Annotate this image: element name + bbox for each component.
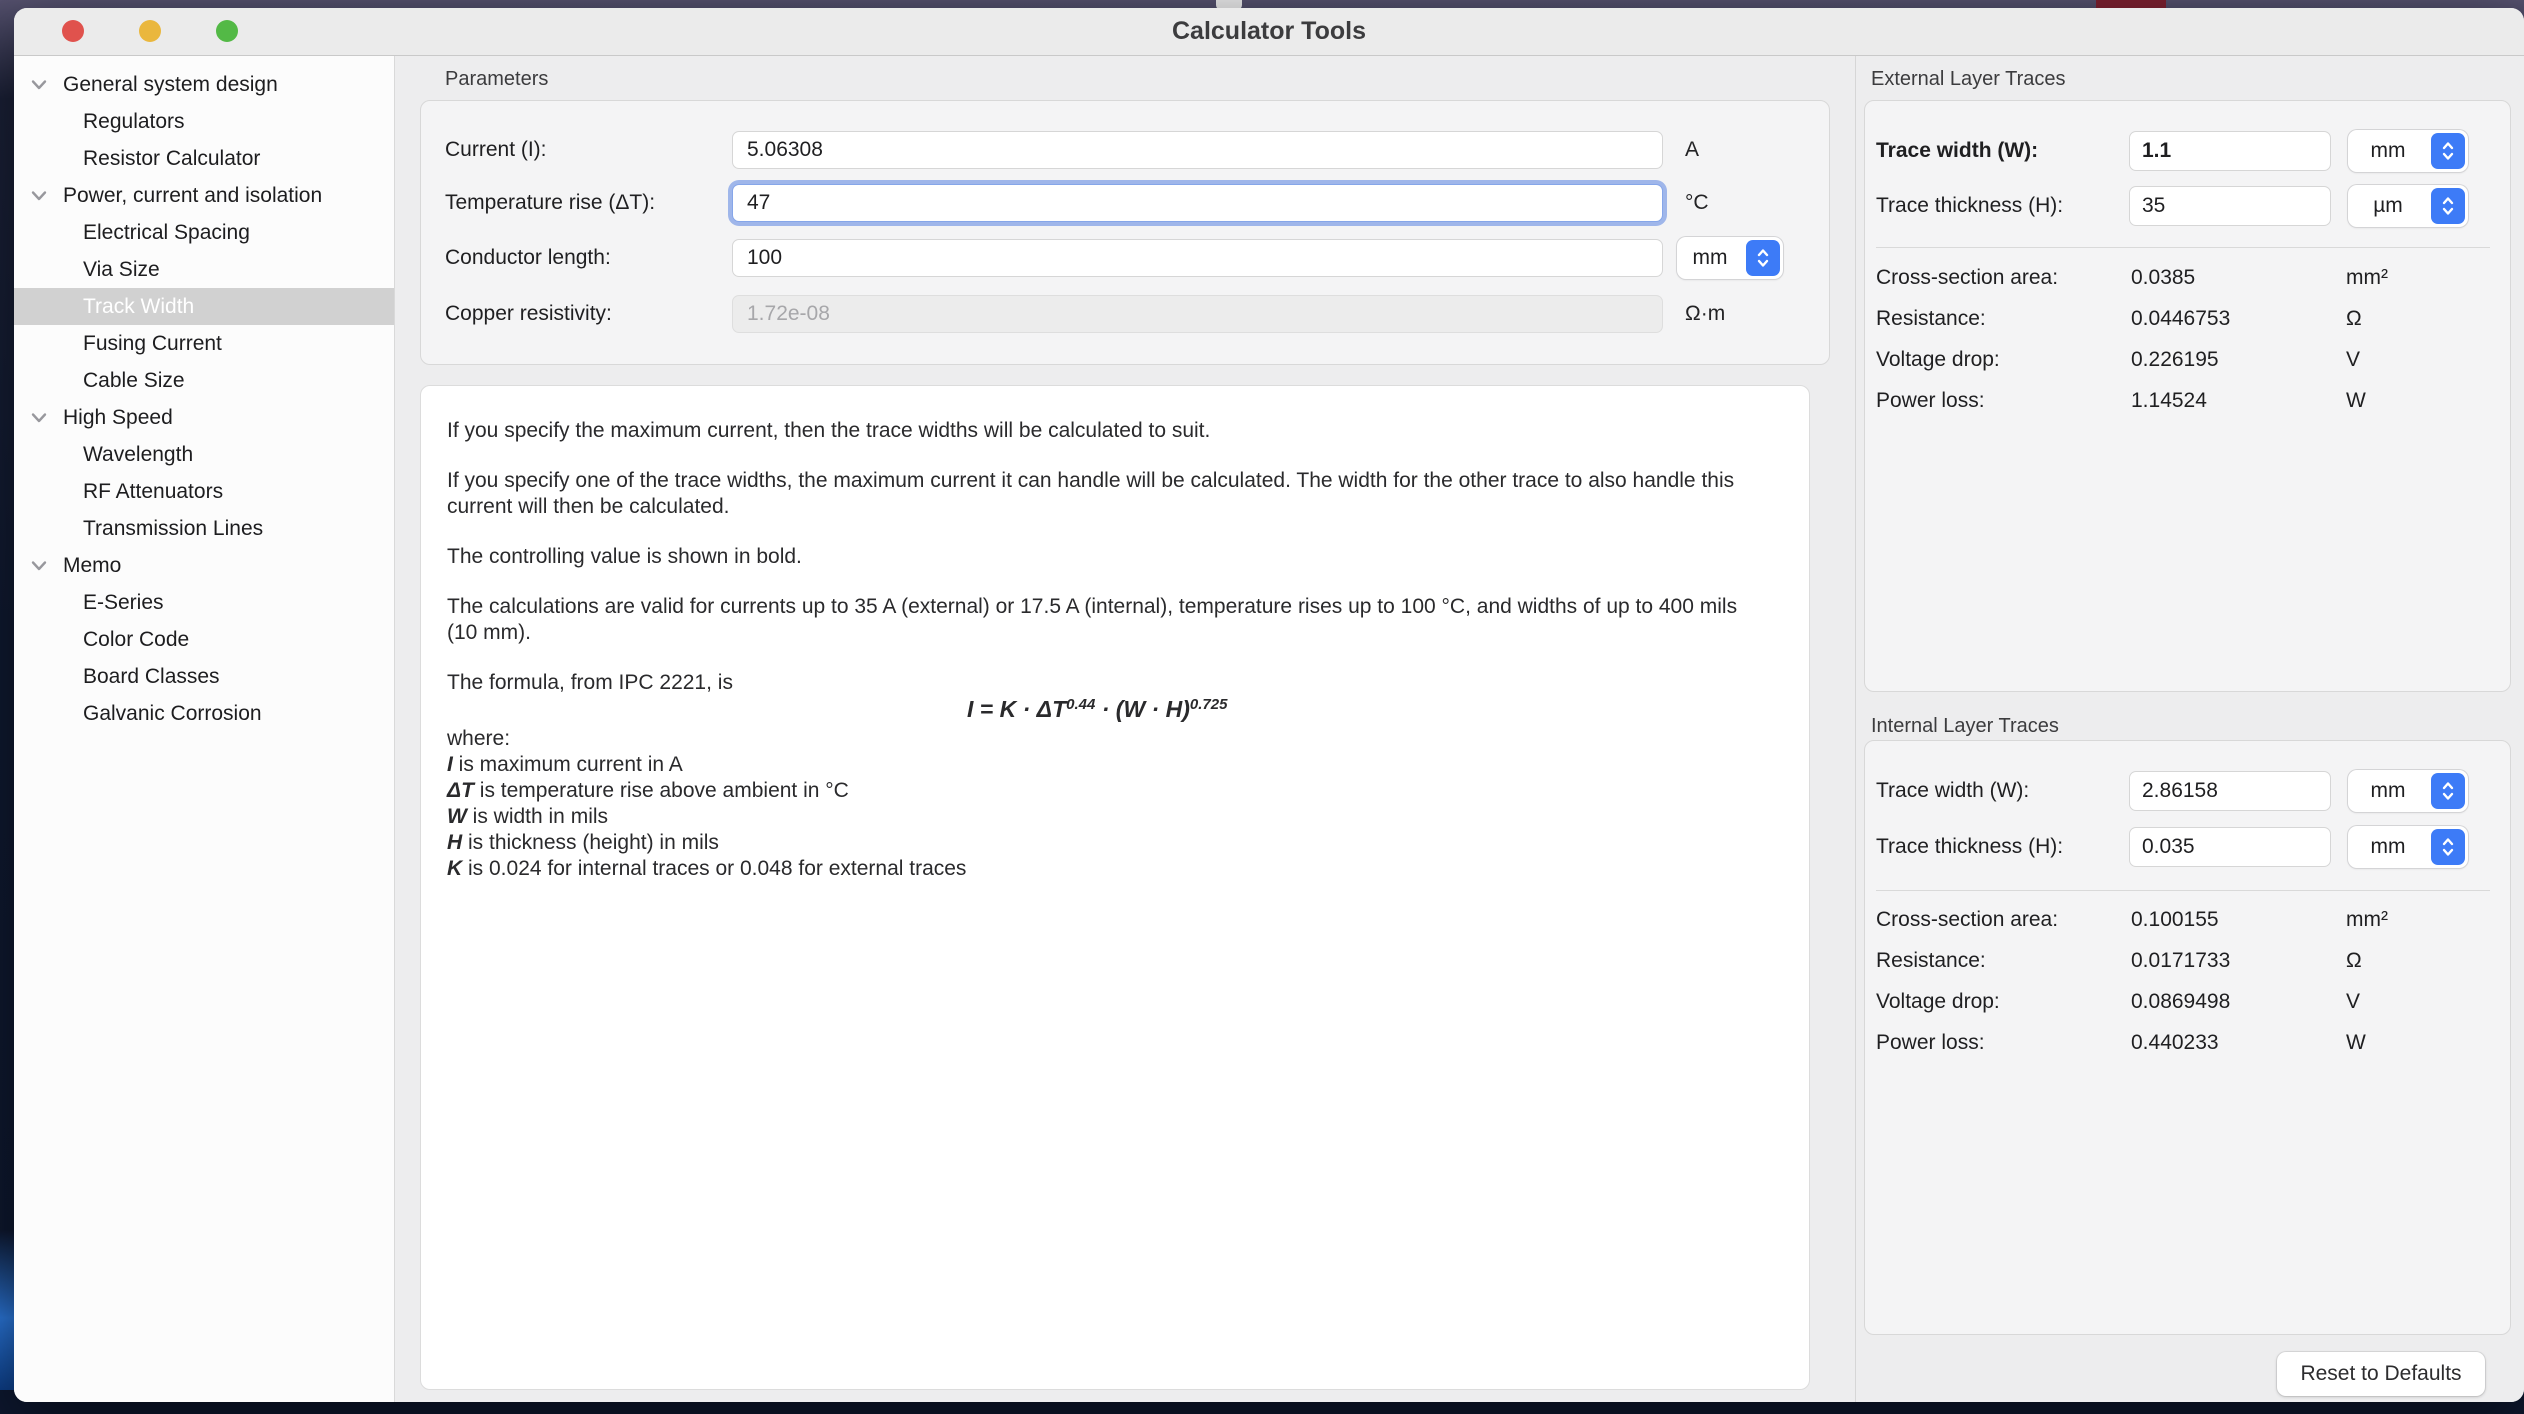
temperature-rise-unit: °C: [1685, 191, 1709, 214]
copper-resistivity-label: Copper resistivity:: [445, 302, 612, 325]
sidebar-item-label: Electrical Spacing: [83, 220, 250, 244]
sidebar-item-label: Transmission Lines: [83, 516, 264, 540]
sidebar-item[interactable]: [14, 584, 394, 621]
sidebar-item[interactable]: [14, 177, 394, 214]
stepper-up-down-icon[interactable]: [1746, 240, 1780, 276]
formula-legend-line: H is thickness (height) in mils: [447, 831, 719, 854]
track-width-main-panel: [395, 56, 1855, 1402]
stepper-up-down-icon[interactable]: [2431, 188, 2465, 224]
help-paragraph: The controlling value is shown in bold.: [447, 545, 802, 568]
sidebar-item[interactable]: [14, 66, 394, 103]
temperature-rise-label: Temperature rise (ΔT):: [445, 191, 656, 214]
result-row: Power loss: 1.14524 W: [1876, 388, 2366, 412]
desktop-wallpaper-accent: [2096, 0, 2166, 8]
sidebar-item[interactable]: [14, 547, 394, 584]
sidebar-item[interactable]: [14, 325, 394, 362]
conductor-length-input[interactable]: [732, 239, 1663, 277]
sidebar-item[interactable]: [14, 103, 394, 140]
result-row: Power loss: 0.440233 W: [1876, 1030, 2366, 1054]
sidebar-item[interactable]: [14, 621, 394, 658]
conductor-length-unit-select[interactable]: [1677, 237, 1783, 279]
external-trace-width-input[interactable]: [2129, 131, 2331, 171]
zoom-button[interactable]: [216, 20, 238, 42]
copper-resistivity-input[interactable]: [732, 295, 1663, 333]
internal-trace-thickness-label: Trace thickness (H):: [1876, 835, 2064, 858]
copper-resistivity-unit: Ω·m: [1685, 302, 1726, 325]
result-row: Voltage drop: 0.0869498 V: [1876, 989, 2361, 1013]
chevron-down-icon[interactable]: [29, 190, 49, 202]
sidebar-item[interactable]: [14, 251, 394, 288]
temperature-rise-row: [445, 184, 1709, 222]
formula-legend-line: ΔT is temperature rise above ambient in °C: [447, 779, 849, 802]
result-row: Cross-section area: 0.100155 mm²: [1876, 907, 2388, 931]
divider: [1876, 890, 2490, 891]
formula-legend-line: K is 0.024 for internal traces or 0.048 for external traces: [447, 857, 967, 880]
sidebar-item[interactable]: [14, 288, 394, 325]
copper-resistivity-row: [445, 295, 1725, 333]
results-panel: [1855, 56, 2524, 1402]
external-trace-width-unit-select[interactable]: mm: [2348, 130, 2468, 172]
sidebar-item-label: Via Size: [83, 257, 160, 281]
sidebar-item[interactable]: [14, 695, 394, 732]
sidebar-item-label: Color Code: [83, 627, 190, 651]
internal-trace-thickness-input[interactable]: [2129, 827, 2331, 867]
internal-trace-thickness-row: [1876, 826, 2468, 868]
sidebar-item-label: Fusing Current: [83, 331, 222, 355]
sidebar-item[interactable]: [14, 214, 394, 251]
help-paragraph: If you specify one of the trace widths, the maximum current it can handle will be calculated. The width for the other trace to also handle this current will then be calculated.: [447, 469, 1735, 518]
internal-trace-width-input[interactable]: [2129, 771, 2331, 811]
internal-trace-width-row: [1876, 770, 2468, 812]
sidebar-item-label: General system design: [63, 72, 278, 96]
stepper-up-down-icon[interactable]: [2431, 773, 2465, 809]
formula-intro: The formula, from IPC 2221, is: [447, 671, 733, 694]
sidebar-item-label: High Speed: [63, 405, 173, 429]
internal-trace-width-unit-select[interactable]: mm: [2348, 770, 2468, 812]
current-input[interactable]: [732, 131, 1663, 169]
desktop-wallpaper-accent: [0, 1230, 14, 1390]
internal-trace-thickness-unit-select[interactable]: mm: [2348, 826, 2468, 868]
result-row: Resistance: 0.0446753 Ω: [1876, 306, 2362, 330]
external-trace-thickness-row: [1876, 185, 2468, 227]
sidebar-item[interactable]: [14, 510, 394, 547]
internal-trace-width-label: Trace width (W):: [1876, 779, 2030, 802]
chevron-down-icon[interactable]: [29, 560, 49, 572]
sidebar-item[interactable]: [14, 362, 394, 399]
result-row: Voltage drop: 0.226195 V: [1876, 347, 2361, 371]
help-text-panel: [420, 385, 1810, 1390]
temperature-rise-input[interactable]: [732, 184, 1663, 222]
formula-legend: [447, 726, 1769, 882]
sidebar-item-label: RF Attenuators: [83, 479, 224, 503]
sidebar-item-label: Galvanic Corrosion: [83, 701, 262, 725]
calculator-tree-sidebar: [14, 56, 395, 1402]
external-trace-thickness-unit-select[interactable]: µm: [2348, 185, 2468, 227]
window-content: [14, 56, 2524, 1402]
sidebar-item-label: Resistor Calculator: [83, 146, 261, 170]
chevron-down-icon[interactable]: [29, 79, 49, 91]
external-traces-section-title: External Layer Traces: [1871, 68, 2066, 90]
stepper-up-down-icon[interactable]: [2431, 829, 2465, 865]
sidebar-item[interactable]: [14, 436, 394, 473]
internal-results: [1876, 899, 2490, 1063]
sidebar-item-label: E-Series: [83, 590, 164, 614]
parameters-section-title: Parameters: [445, 68, 549, 90]
minimize-button[interactable]: [139, 20, 161, 42]
current-label: Current (I):: [445, 138, 547, 161]
where-label: where:: [447, 727, 511, 750]
divider: [1876, 247, 2490, 248]
reset-to-defaults-button[interactable]: Reset to Defaults: [2277, 1352, 2485, 1396]
conductor-length-row: [445, 239, 1783, 277]
help-paragraph: If you specify the maximum current, then the trace widths will be calculated to suit.: [447, 419, 1211, 442]
current-unit: A: [1685, 138, 1700, 161]
sidebar-item[interactable]: [14, 140, 394, 177]
sidebar-item-label: Wavelength: [83, 442, 194, 466]
external-trace-thickness-label: Trace thickness (H):: [1876, 194, 2064, 217]
sidebar-item[interactable]: [14, 399, 394, 436]
close-button[interactable]: [62, 20, 84, 42]
sidebar-item-label: Board Classes: [83, 664, 220, 688]
external-trace-thickness-input[interactable]: [2129, 186, 2331, 226]
conductor-length-label: Conductor length:: [445, 246, 611, 269]
result-row: Resistance: 0.0171733 Ω: [1876, 948, 2362, 972]
window-title: Calculator Tools: [1171, 17, 1366, 45]
sidebar-item-label: Memo: [63, 553, 122, 577]
sidebar-item-label: Cable Size: [83, 368, 185, 392]
sidebar-item-label: Power, current and isolation: [63, 183, 323, 207]
calculator-tools-window: [14, 8, 2524, 1402]
formula-legend-line: I is maximum current in A: [447, 753, 683, 776]
help-paragraph: The calculations are valid for currents up to 35 A (external) or 17.5 A (internal), temperature rises up to 100 °C, and widths of up to 400 mils (10 mm).: [447, 595, 1738, 644]
result-row: Cross-section area: 0.0385 mm²: [1876, 265, 2388, 289]
ipc2221-formula: $I = K \cdot \Delta T^{0.44} \cdot (W \cdot H)^{0.725}$: [967, 696, 1228, 722]
sidebar-item-label: Regulators: [83, 109, 185, 133]
conductor-length-unit-value: mm: [1692, 246, 1728, 269]
chevron-down-icon[interactable]: [29, 412, 49, 424]
external-results: [1876, 257, 2490, 421]
sidebar-item-label: Track Width: [83, 294, 195, 318]
sidebar-item[interactable]: [14, 473, 394, 510]
current-row: [445, 131, 1699, 169]
formula-legend-line: W is width in mils: [447, 805, 609, 828]
external-trace-width-row: [1876, 130, 2468, 172]
stepper-up-down-icon[interactable]: [2431, 133, 2465, 169]
internal-traces-section-title: Internal Layer Traces: [1871, 715, 2059, 737]
sidebar-item[interactable]: [14, 658, 394, 695]
titlebar: [14, 8, 2524, 56]
external-trace-width-label: Trace width (W):: [1876, 139, 2039, 162]
